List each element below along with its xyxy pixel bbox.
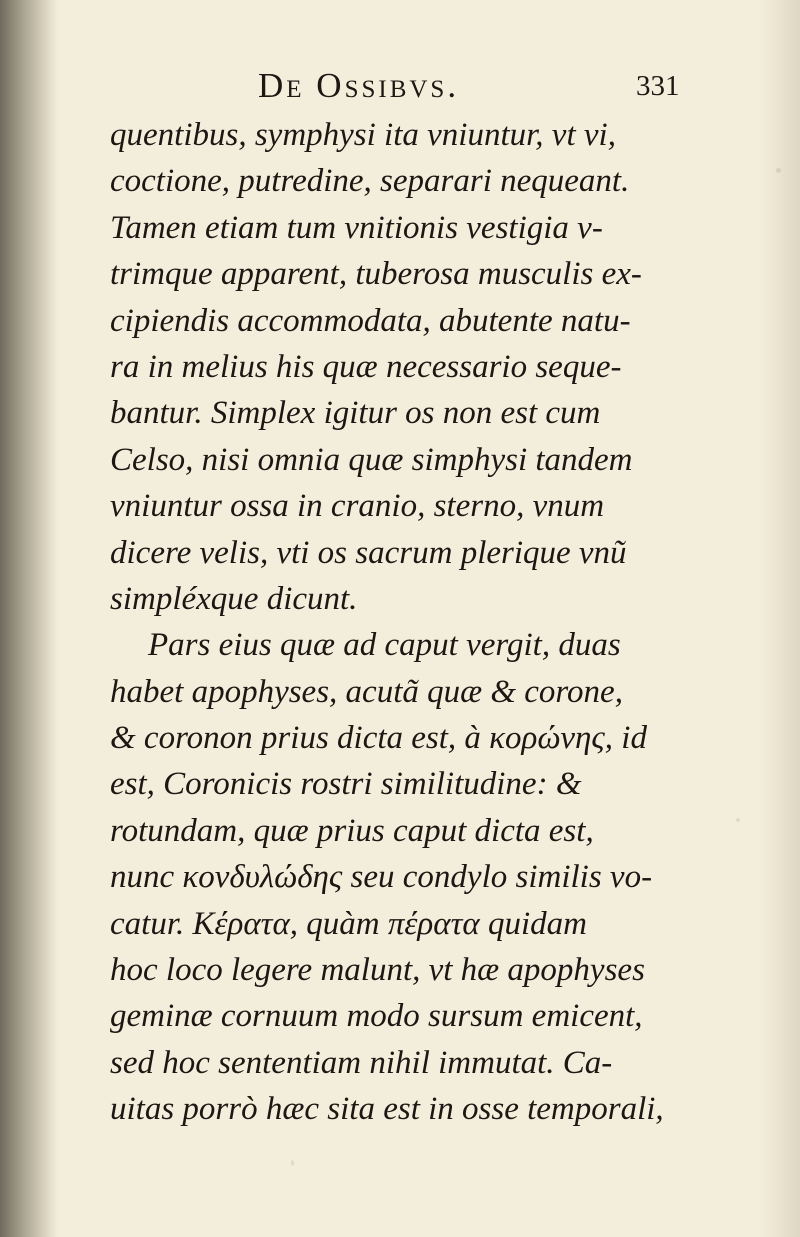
text-line: Celso, nisi omnia quæ simphysi tandem xyxy=(110,441,633,478)
paper-spot xyxy=(736,818,740,822)
binding-shadow xyxy=(0,0,58,1237)
text-line: ra in melius his quæ necessario seque- xyxy=(110,348,622,385)
text-line: rotundam, quæ prius caput dicta est, xyxy=(110,812,594,849)
paragraph-first-line: Pars eius quæ ad caput vergit, duas xyxy=(148,627,621,664)
text-line: est, Coronicis rostri similitudine: & xyxy=(110,766,582,803)
text-line: quentibus, symphysi ita vniuntur, vt vi, xyxy=(110,117,616,153)
page-number: 331 xyxy=(636,70,680,102)
text-line: & coronon prius dicta est, à κορώνης, id xyxy=(110,720,647,757)
paper-spot xyxy=(776,168,781,173)
body-text xyxy=(110,112,710,1133)
text-line: dicere velis, vti os sacrum plerique vnũ xyxy=(110,534,627,571)
text-line: geminæ cornuum modo sursum emicent, xyxy=(110,998,643,1035)
text-line: nunc κονδυλώδης seu condylo similis vo- xyxy=(110,859,653,896)
text-line: hoc loco legere malunt, vt hæ apophyses xyxy=(110,952,645,989)
paper-spot xyxy=(291,1160,294,1166)
page-edge xyxy=(760,0,800,1237)
text-line: cipiendis accommodata, abutente natu- xyxy=(110,302,631,339)
text-line: vniuntur ossa in cranio, sterno, vnum xyxy=(110,488,605,525)
running-head xyxy=(258,66,678,114)
text-line: Tamen etiam tum vnitionis vestigia v- xyxy=(110,209,603,246)
text-line: trimque apparent, tuberosa musculis ex- xyxy=(110,256,642,293)
running-title: De Ossibvs. xyxy=(258,66,460,105)
text-line: uitas porrò hæc sita est in osse temporali, xyxy=(110,1091,664,1128)
text-line: catur. Κέρατα, quàm πέρατα quidam xyxy=(110,905,587,942)
text-line: simpléxque dicunt. xyxy=(110,580,358,617)
text-line: sed hoc sententiam nihil immutat. Ca- xyxy=(110,1044,613,1081)
text-line: habet apophyses, acutã quæ & corone, xyxy=(110,673,623,710)
text-line: coctione, putredine, separari nequeant. xyxy=(110,163,630,200)
text-line: bantur. Simplex igitur os non est cum xyxy=(110,395,601,432)
